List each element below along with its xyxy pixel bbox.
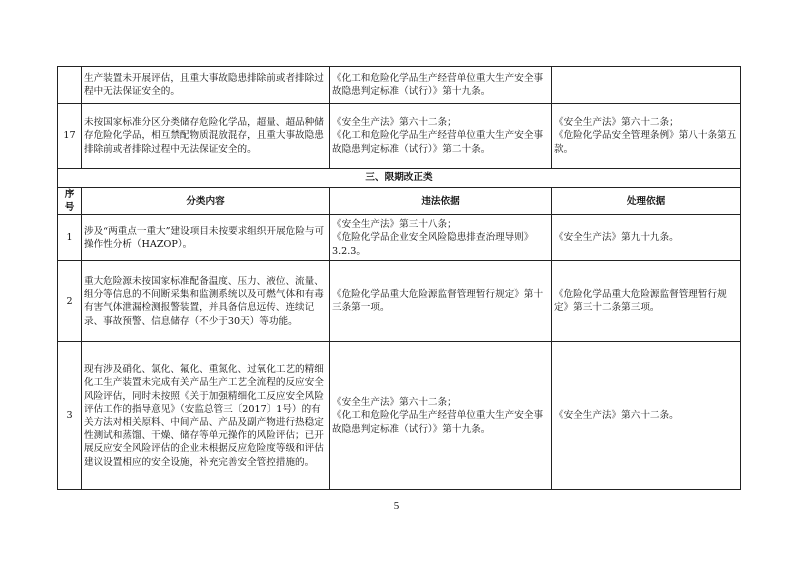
category-content: 重大危险源未按国家标准配备温度、压力、液位、流量、组分等信息的不间断采集和监测系统以及可燃气体和有毒有害气体泄漏检测报警装置，并具备信息远传、连续记录、事故预警、信息储存（不少于30天）等功能。 [82, 261, 330, 342]
handling-basis: 《安全生产法》第九十九条。 [552, 215, 741, 261]
category-content: 未按国家标准分区分类储存危险化学品，超量、超品种储存危险化学品，相互禁配物质混放混存，且重大事故隐患排除前或者排除过程中无法保证安全的。 [82, 104, 330, 169]
category-content: 现有涉及硝化、氯化、氟化、重氮化、过氧化工艺的精细化工生产装置未完成有关产品生产工艺全流程的反应安全风险评估，同时未按照《关于加强精细化工反应安全风险评估工作的指导意见》（安监总管三〔2017〕1号）的有关方法对相关原料、中间产品、产品及副产物进行热稳定性测试和蒸馏、干燥、储存等单元操作的风险评估；已开展反应安全风险评估的企业未根据反应危险度等级和评估建议设置相应的安全设施，补充完善安全管控措施的。 [82, 342, 330, 490]
violation-basis: 《危险化学品重大危险源监督管理暂行规定》第十三条第一项。 [330, 261, 552, 342]
table-row [58, 215, 741, 261]
table-row [58, 342, 741, 490]
header-handling: 处理依据 [552, 188, 741, 215]
category-content: 涉及“两重点一重大”建设项目未按要求组织开展危险与可操作性分析（HAZOP）。 [82, 215, 330, 261]
row-number: 1 [58, 215, 82, 261]
header-content: 分类内容 [82, 188, 330, 215]
handling-basis: 《安全生产法》第六十二条。 [552, 342, 741, 490]
table-row [58, 104, 741, 169]
header-violation: 违法依据 [330, 188, 552, 215]
row-number: 3 [58, 342, 82, 490]
row-number: 17 [58, 104, 82, 169]
violation-basis: 《化工和危险化学品生产经营单位重大生产安全事故隐患判定标准（试行）》第十九条。 [330, 67, 552, 104]
row-number [58, 67, 82, 104]
page-number: 5 [393, 500, 400, 512]
violation-basis: 《安全生产法》第三十八条； 《危险化学品企业安全风险隐患排查治理导则》3.2.3。 [330, 215, 552, 261]
category-content: 生产装置未开展评估，且重大事故隐患排除前或者排除过程中无法保证安全的。 [82, 67, 330, 104]
row-number: 2 [58, 261, 82, 342]
handling-basis [552, 67, 741, 104]
violation-basis: 《安全生产法》第六十二条； 《化工和危险化学品生产经营单位重大生产安全事故隐患判定标准（试行）》第十九条。 [330, 342, 552, 490]
violation-basis: 《安全生产法》第六十二条； 《化工和危险化学品生产经营单位重大生产安全事故隐患判定标准（试行）》第二十条。 [330, 104, 552, 169]
regulation-table [57, 66, 741, 490]
section-row [58, 169, 741, 188]
handling-basis: 《安全生产法》第六十二条； 《危险化学品安全管理条例》第八十条第五款。 [552, 104, 741, 169]
header-row [58, 188, 741, 215]
table-row [58, 67, 741, 104]
table-row [58, 261, 741, 342]
section-title: 三、限期改正类 [58, 169, 741, 188]
header-num: 序号 [58, 188, 82, 215]
handling-basis: 《危险化学品重大危险源监督管理暂行规定》第三十二条第三项。 [552, 261, 741, 342]
